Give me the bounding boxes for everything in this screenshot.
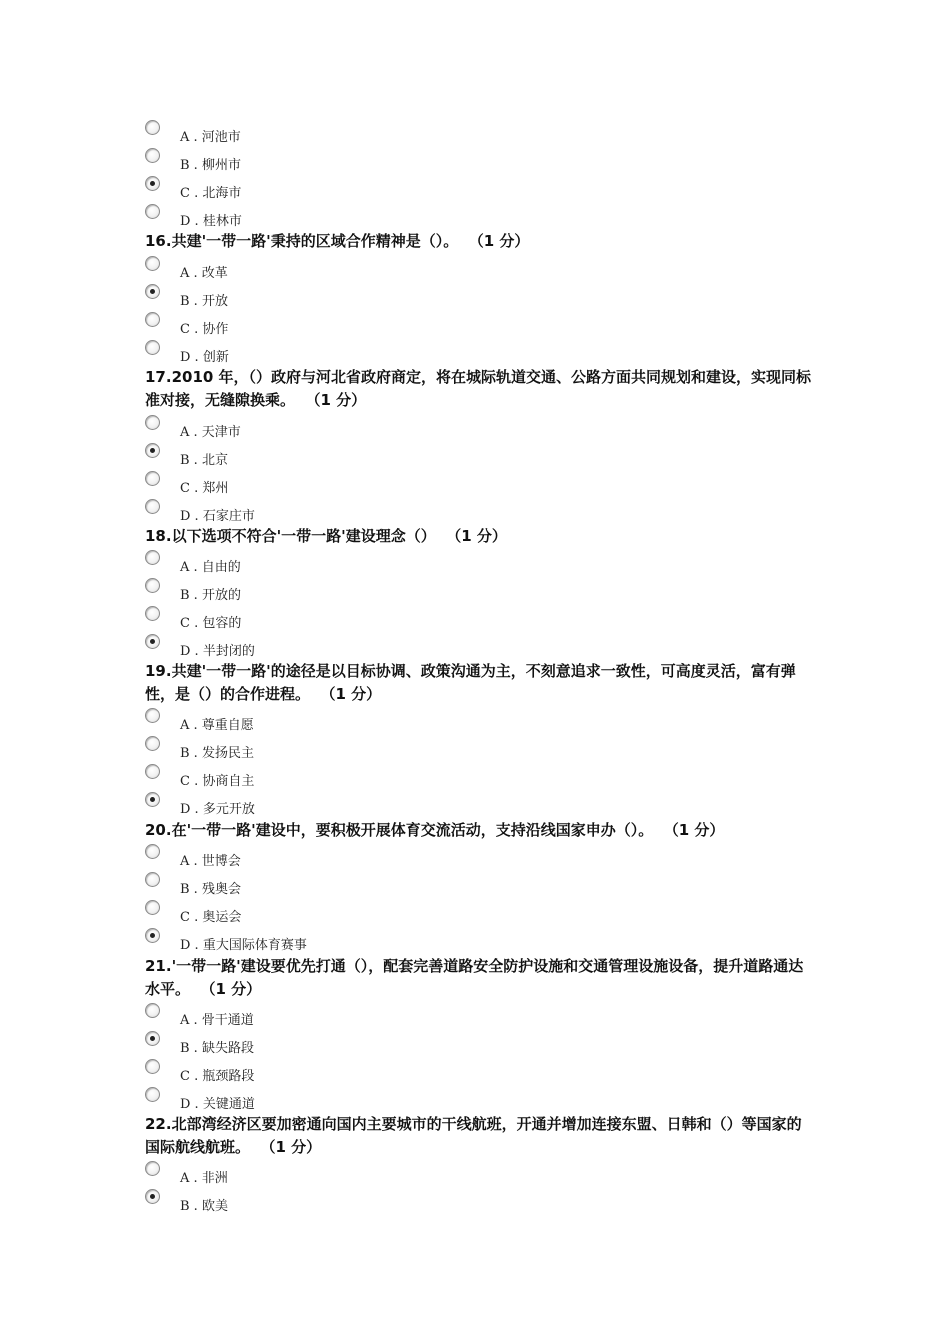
radio-button[interactable] — [145, 340, 160, 355]
option-label: D . 石家庄市 — [180, 509, 255, 524]
option-21-b[interactable] — [0, 1031, 600, 1059]
option-20-b[interactable] — [0, 872, 600, 900]
option-18-a[interactable] — [0, 550, 600, 578]
option-17-d[interactable] — [0, 499, 600, 527]
option-21-a[interactable] — [0, 1003, 600, 1031]
option-label: A . 改革 — [180, 266, 228, 281]
radio-button[interactable] — [145, 120, 160, 135]
radio-button[interactable] — [145, 736, 160, 751]
option-20-d[interactable] — [0, 928, 600, 956]
radio-button[interactable] — [145, 499, 160, 514]
option-18-d[interactable] — [0, 634, 600, 662]
option-22-a[interactable] — [0, 1161, 600, 1189]
radio-button[interactable] — [145, 443, 160, 458]
option-label: C . 北海市 — [180, 186, 242, 201]
question-title: 19.共建'一带一路'的途径是以目标协调、政策沟通为主，不刻意追求一致性，可高度灵活，富有弹性，是（）的合作进程。 （1 分） — [145, 662, 796, 703]
question-title: 16.共建'一带一路'秉持的区域合作精神是（）。 （1 分） — [145, 232, 530, 250]
option-19-c[interactable] — [0, 764, 600, 792]
radio-button[interactable] — [145, 928, 160, 943]
radio-button[interactable] — [145, 708, 160, 723]
option-15-a[interactable] — [0, 120, 600, 148]
option-label: C . 瓶颈路段 — [180, 1069, 255, 1084]
option-label: D . 多元开放 — [180, 802, 255, 817]
option-20-a[interactable] — [0, 844, 600, 872]
option-label: B . 开放的 — [180, 588, 241, 603]
option-15-d[interactable] — [0, 204, 600, 232]
radio-button[interactable] — [145, 550, 160, 565]
radio-selected-dot — [150, 1036, 155, 1041]
radio-button[interactable] — [145, 256, 160, 271]
option-label: A . 天津市 — [180, 425, 241, 440]
option-16-a[interactable] — [0, 256, 600, 284]
option-label: B . 北京 — [180, 453, 228, 468]
option-16-c[interactable] — [0, 312, 600, 340]
radio-button[interactable] — [145, 415, 160, 430]
radio-button[interactable] — [145, 872, 160, 887]
question-title: 18.以下选项不符合'一带一路'建设理念（） （1 分） — [145, 527, 507, 545]
option-label: D . 桂林市 — [180, 214, 242, 229]
radio-selected-dot — [150, 797, 155, 802]
radio-button[interactable] — [145, 634, 160, 649]
radio-button[interactable] — [145, 204, 160, 219]
radio-button[interactable] — [145, 792, 160, 807]
radio-selected-dot — [150, 639, 155, 644]
radio-button[interactable] — [145, 1161, 160, 1176]
option-label: C . 郑州 — [180, 481, 229, 496]
option-label: C . 协作 — [180, 322, 229, 337]
option-19-a[interactable] — [0, 708, 600, 736]
option-19-b[interactable] — [0, 736, 600, 764]
radio-button[interactable] — [145, 1059, 160, 1074]
option-label: A . 河池市 — [180, 130, 241, 145]
radio-button[interactable] — [145, 284, 160, 299]
option-label: C . 协商自主 — [180, 774, 255, 789]
radio-button[interactable] — [145, 148, 160, 163]
option-label: C . 包容的 — [180, 616, 242, 631]
option-label: B . 开放 — [180, 294, 228, 309]
option-label: A . 尊重自愿 — [180, 718, 254, 733]
radio-button[interactable] — [145, 471, 160, 486]
question-title: 20.在'一带一路'建设中，要积极开展体育交流活动，支持沿线国家申办（）。 （1 分） — [145, 821, 725, 839]
option-17-a[interactable] — [0, 415, 600, 443]
option-label: B . 发扬民主 — [180, 746, 254, 761]
radio-button[interactable] — [145, 1031, 160, 1046]
option-16-d[interactable] — [0, 340, 600, 368]
option-label: B . 柳州市 — [180, 158, 241, 173]
option-15-c[interactable] — [0, 176, 600, 204]
question-title: 21.'一带一路'建设要优先打通（），配套完善道路安全防护设施和交通管理设施设备，提升道路通达水平。 （1 分） — [145, 957, 804, 998]
option-label: B . 欧美 — [180, 1199, 228, 1214]
option-21-c[interactable] — [0, 1059, 600, 1087]
option-18-c[interactable] — [0, 606, 600, 634]
radio-selected-dot — [150, 448, 155, 453]
option-label: C . 奥运会 — [180, 910, 242, 925]
radio-button[interactable] — [145, 312, 160, 327]
radio-button[interactable] — [145, 1087, 160, 1102]
radio-selected-dot — [150, 1194, 155, 1199]
option-label: B . 缺失路段 — [180, 1041, 254, 1056]
radio-button[interactable] — [145, 1003, 160, 1018]
question-title: 17.2010 年，（）政府与河北省政府商定，将在城际轨道交通、公路方面共同规划和建设，实现同标准对接，无缝隙换乘。 （1 分） — [145, 368, 812, 409]
radio-selected-dot — [150, 289, 155, 294]
option-19-d[interactable] — [0, 792, 600, 820]
option-20-c[interactable] — [0, 900, 600, 928]
radio-button[interactable] — [145, 900, 160, 915]
option-label: D . 半封闭的 — [180, 644, 255, 659]
option-17-b[interactable] — [0, 443, 600, 471]
option-label: D . 创新 — [180, 350, 229, 365]
option-16-b[interactable] — [0, 284, 600, 312]
option-label: A . 骨干通道 — [180, 1013, 254, 1028]
option-15-b[interactable] — [0, 148, 600, 176]
radio-button[interactable] — [145, 176, 160, 191]
radio-button[interactable] — [145, 764, 160, 779]
radio-selected-dot — [150, 181, 155, 186]
radio-button[interactable] — [145, 1189, 160, 1204]
option-label: B . 残奥会 — [180, 882, 241, 897]
radio-button[interactable] — [145, 844, 160, 859]
radio-button[interactable] — [145, 578, 160, 593]
radio-button[interactable] — [145, 606, 160, 621]
option-label: D . 重大国际体育赛事 — [180, 938, 307, 953]
radio-selected-dot — [150, 933, 155, 938]
option-22-b[interactable] — [0, 1189, 600, 1217]
option-label: D . 关键通道 — [180, 1097, 255, 1112]
option-label: A . 世博会 — [180, 854, 241, 869]
option-label: A . 非洲 — [180, 1171, 228, 1186]
question-title: 22.北部湾经济区要加密通向国内主要城市的干线航班，开通并增加连接东盟、日韩和（）等国家的国际航线航班。 （1 分） — [145, 1115, 802, 1156]
option-18-b[interactable] — [0, 578, 600, 606]
option-17-c[interactable] — [0, 471, 600, 499]
option-label: A . 自由的 — [180, 560, 241, 575]
option-21-d[interactable] — [0, 1087, 600, 1115]
